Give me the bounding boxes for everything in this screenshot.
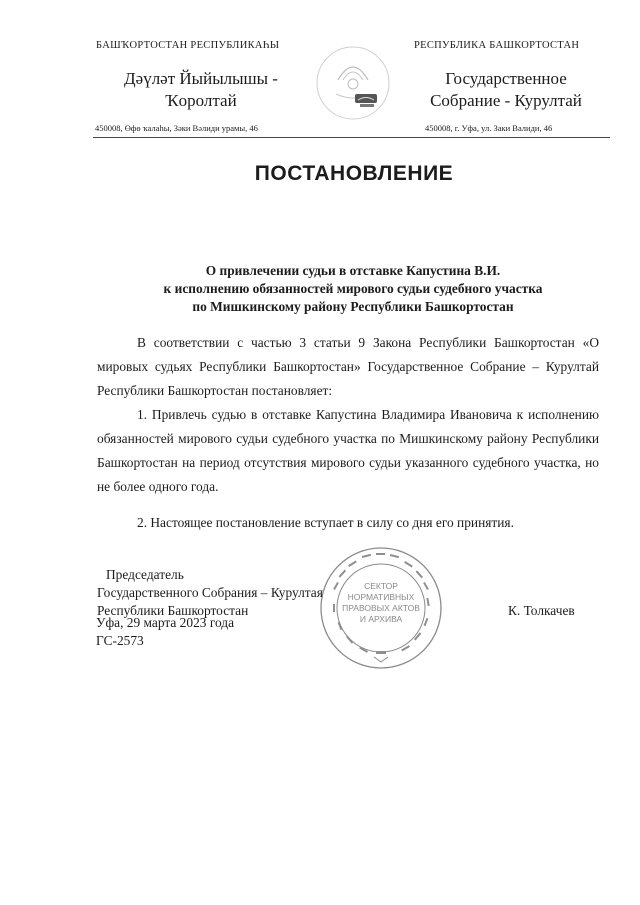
stamp-inner-text [318,581,444,625]
header-left-body-line2: Ҡоролтай [165,91,237,110]
header-right-body [404,68,608,112]
signature-position-line3: Республики Башкортостан [97,603,249,618]
archive-stamp [318,545,444,671]
subject-line-3: по Мишкинскому району Республики Башкортостан [192,299,514,314]
document-subject [100,262,606,316]
stamp-line-3: ПРАВОВЫХ АКТОВ [342,603,420,613]
subject-line-1: О привлечении судьи в отставке Капустина В.И. [205,263,501,278]
header-right-address: 450008, г. Уфа, ул. Заки Валиди, 46 [425,123,553,133]
header-left-body-line1: Дәүләт Йыйылышы - [124,69,278,88]
republic-emblem-icon [310,40,396,126]
signature-position-line1: Председатель [106,567,184,582]
header-divider [93,137,610,138]
header-left-body [95,68,307,112]
document-number: ГС-2573 [96,633,144,648]
header-right-body-line1: Государственное [445,69,567,88]
stamp-line-4: И АРХИВА [359,614,403,624]
document-footer [96,614,234,650]
item-1-paragraph: 1. Привлечь судью в отставке Капустина Владимира Ивановича к исполнению обязанностей мирового судьи судебного участка по Мишкинскому району Республики Башкортостан на период отсутствия мирового судьи указанного судебного участка, но не более одного года. [97,407,599,494]
header-right-republic: РЕСПУБЛИКА БАШКОРТОСТАН [414,40,580,51]
header-left-address: 450008, Өфө ҡалаһы, Зәки Вәлиди урамы, 46 [95,123,258,133]
stamp-line-2: НОРМАТИВНЫХ [347,592,415,602]
preamble-paragraph: В соответствии с частью 3 статьи 9 Закона Республики Башкортостан «О мировых судьях Республики Башкортостан» Государственное Собрание – Курултай Республики Башкортостан постановляет: [97,335,599,398]
document-title: ПОСТАНОВЛЕНИЕ [254,162,454,185]
signatory-name: К. Толкачев [508,603,575,618]
signature-position-line2: Государственного Собрания – Курултая [97,585,323,600]
signature-block [97,566,323,620]
subject-line-2: к исполнению обязанностей мирового судьи судебного участка [163,281,543,296]
header-left-republic: БАШҠОРТОСТАН РЕСПУБЛИКАҺЫ [96,40,280,51]
stamp-line-1: СЕКТОР [364,581,398,591]
place-date: Уфа, 29 марта 2023 года [96,615,235,630]
header-right-body-line2: Собрание - Курултай [430,91,582,110]
item-2-paragraph: 2. Настоящее постановление вступает в силу со дня его принятия. [137,515,514,530]
